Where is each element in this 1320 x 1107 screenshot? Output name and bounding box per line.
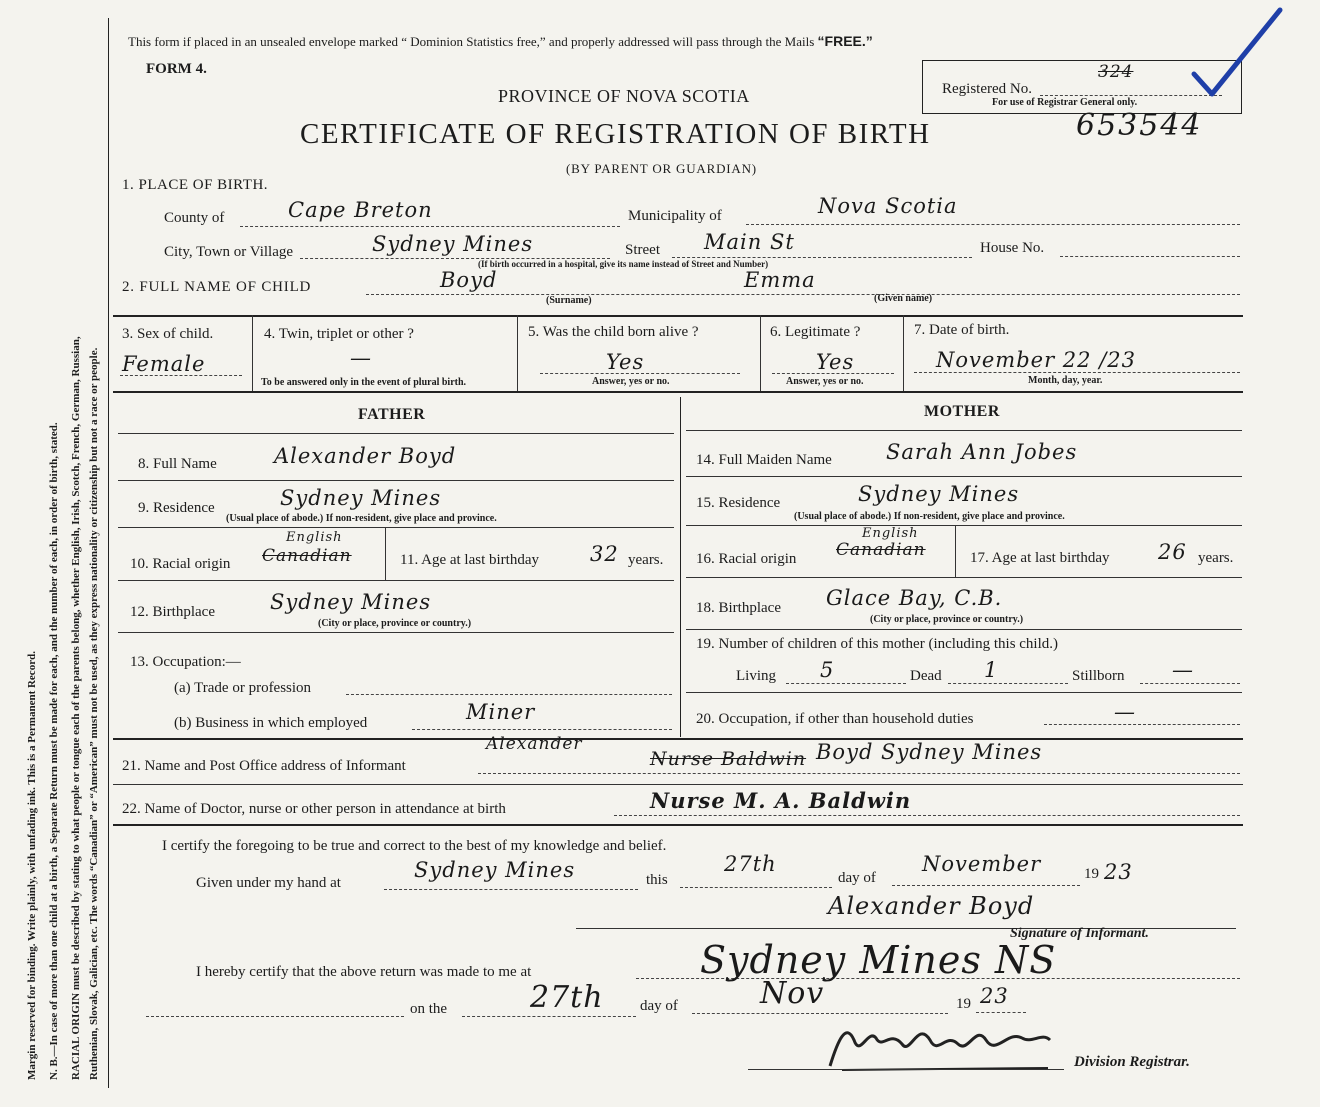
margin-note-binding: Margin reserved for binding. Write plainly, with unfading ink. This is a Permanent Record.	[26, 651, 38, 1080]
certify-text: I certify the foregoing to be true and correct to the best of my knowledge and belief.	[162, 838, 667, 854]
mother-racial-struck: Canadian	[836, 540, 926, 560]
this-label: this	[646, 872, 668, 888]
informant-value-top: Alexander	[486, 734, 583, 754]
given-month-value: November	[922, 852, 1042, 876]
father-residence-value: Sydney Mines	[280, 486, 442, 510]
doctor-value: Nurse M. A. Baldwin	[650, 788, 912, 813]
dob-label: 7. Date of birth.	[914, 322, 1010, 338]
street-label: Street	[625, 242, 660, 258]
mother-birthplace-label: 18. Birthplace	[696, 600, 781, 616]
city-value: Sydney Mines	[372, 232, 534, 256]
mother-residence-note: (Usual place of abode.) If non-resident, give place and province.	[794, 511, 1065, 522]
city-label: City, Town or Village	[164, 244, 294, 260]
on-the-label: on the	[410, 1001, 448, 1017]
registrar-signature	[818, 1010, 1058, 1076]
province-heading: PROVINCE OF NOVA SCOTIA	[498, 86, 750, 106]
margin-note-racial-origin: RACIAL ORIGIN must be described by stating to what people or tongue each of the parents belong, whether English, Irish, Scotch, French, German, Russian,	[70, 336, 82, 1080]
father-occupation-label: 13. Occupation:—	[130, 654, 241, 670]
mother-birthplace-value: Glace Bay, C.B.	[826, 586, 1003, 610]
house-no-label: House No.	[980, 240, 1045, 256]
parents-divider	[680, 397, 681, 737]
given-place-value: Sydney Mines	[414, 858, 576, 882]
informant-value: Boyd Sydney Mines	[816, 740, 1043, 764]
mother-name-label: 14. Full Maiden Name	[696, 452, 832, 468]
given-day-value: 27th	[724, 852, 777, 876]
binding-margin-line	[108, 18, 109, 1088]
business-value: Miner	[466, 700, 536, 724]
mother-residence-label: 15. Residence	[696, 495, 781, 511]
hospital-note: (If birth occurred in a hospital, give its name instead of Street and Number)	[478, 259, 769, 269]
dead-value: 1	[984, 658, 999, 682]
alive-note: Answer, yes or no.	[592, 376, 670, 387]
alive-value: Yes	[606, 350, 645, 374]
signature-label: Signature of Informant.	[1010, 926, 1149, 941]
child-given-name-value: Emma	[744, 268, 816, 292]
stillborn-label: Stillborn	[1072, 668, 1125, 684]
mother-age-unit: years.	[1198, 550, 1234, 566]
twin-label: 4. Twin, triplet or other ?	[264, 326, 414, 342]
legitimate-note: Answer, yes or no.	[786, 376, 864, 387]
informant-struck: Nurse Baldwin	[650, 748, 807, 770]
county-label: County of	[164, 210, 225, 226]
registered-no-label: Registered No.	[942, 81, 1032, 97]
division-registrar-label: Division Registrar.	[1074, 1054, 1190, 1070]
mother-age-label: 17. Age at last birthday	[970, 550, 1110, 566]
doctor-label: 22. Name of Doctor, nurse or other person in attendance at birth	[122, 801, 506, 817]
father-name-value: Alexander Boyd	[274, 444, 457, 468]
certificate-subtitle: (BY PARENT OR GUARDIAN)	[566, 161, 757, 176]
registrar-place-value: Sydney Mines NS	[700, 938, 1057, 982]
registration-day-value: 27th	[530, 980, 604, 1015]
informant-label: 21. Name and Post Office address of Informant	[122, 758, 406, 774]
municipality-value: Nova Scotia	[818, 194, 958, 218]
mother-residence-value: Sydney Mines	[858, 482, 1020, 506]
legitimate-value: Yes	[816, 350, 855, 374]
checkmark-icon	[1188, 2, 1288, 102]
father-birthplace-note: (City or place, province or country.)	[318, 618, 472, 629]
sex-value: Female	[122, 352, 206, 376]
street-value: Main St	[704, 230, 795, 254]
margin-note-multiple-births: N. B.—In case of more than one child at a birth, a Separate Return must be made for each, and the number of each, in order of birth, stated.	[48, 422, 60, 1080]
margin-note-racial-origin-cont: Ruthenian, Slovak, Galician, etc. The words “Canadian” or “American” must not be used, as they express nationality or citizenship but not a race or people.	[88, 347, 100, 1080]
father-racial-struck: Canadian	[262, 546, 352, 566]
county-value: Cape Breton	[288, 198, 433, 222]
father-age-unit: years.	[628, 552, 664, 568]
form-number: FORM 4.	[146, 61, 207, 77]
twin-value: —	[350, 346, 372, 370]
registrar-general-note: For use of Registrar General only.	[992, 97, 1138, 108]
informant-signature: Alexander Boyd	[828, 892, 1035, 920]
mother-racial-label: 16. Racial origin	[696, 551, 797, 567]
given-year-value: 23	[1104, 860, 1133, 884]
living-label: Living	[736, 668, 776, 684]
stillborn-value: —	[1172, 658, 1194, 682]
father-age-label: 11. Age at last birthday	[400, 552, 539, 568]
father-heading: FATHER	[358, 406, 426, 423]
living-value: 5	[820, 658, 835, 682]
given-name-note: (Given name)	[874, 293, 933, 304]
year-prefix: 19	[1084, 866, 1099, 882]
registration-number: 653544	[1076, 108, 1203, 143]
dead-label: Dead	[910, 668, 942, 684]
child-surname-value: Boyd	[440, 268, 498, 292]
certificate-title: CERTIFICATE OF REGISTRATION OF BIRTH	[300, 118, 931, 150]
dob-value: November 22 /23	[936, 348, 1137, 372]
reg-year-prefix: 19	[956, 996, 971, 1012]
alive-label: 5. Was the child born alive ?	[528, 324, 699, 340]
mother-name-value: Sarah Ann Jobes	[886, 440, 1078, 464]
mother-birthplace-note: (City or place, province or country.)	[870, 614, 1024, 625]
father-birthplace-value: Sydney Mines	[270, 590, 432, 614]
father-birthplace-label: 12. Birthplace	[130, 604, 215, 620]
reg-day-of-label: day of	[640, 998, 678, 1014]
mother-occupation-value: —	[1114, 700, 1136, 724]
dob-note: Month, day, year.	[1028, 375, 1103, 386]
mother-heading: MOTHER	[924, 403, 1000, 420]
postal-notice: This form if placed in an unsealed envelope marked “ Dominion Statistics free,” and properly addressed will pass through the Mails “FREE.”	[128, 33, 873, 49]
place-of-birth-heading: 1. PLACE OF BIRTH.	[122, 177, 269, 193]
father-residence-label: 9. Residence	[138, 500, 215, 516]
father-name-label: 8. Full Name	[138, 456, 217, 472]
day-of-label: day of	[838, 870, 876, 886]
mother-racial-value: English	[862, 526, 919, 541]
child-name-label: 2. FULL NAME OF CHILD	[122, 279, 312, 295]
father-racial-label: 10. Racial origin	[130, 556, 231, 572]
father-age-value: 32	[590, 542, 619, 566]
registrar-certify-text: I hereby certify that the above return was made to me at	[196, 964, 532, 980]
children-count-label: 19. Number of children of this mother (including this child.)	[696, 636, 1059, 652]
sex-label: 3. Sex of child.	[122, 326, 214, 342]
municipality-label: Municipality of	[628, 208, 722, 224]
registration-month-value: Nov	[760, 976, 825, 1011]
legitimate-label: 6. Legitimate ?	[770, 324, 861, 340]
surname-note: (Surname)	[546, 295, 592, 306]
business-label: (b) Business in which employed	[174, 715, 368, 731]
trade-label: (a) Trade or profession	[174, 680, 312, 696]
registered-no-struck: 324	[1098, 62, 1134, 82]
mother-age-value: 26	[1158, 540, 1187, 564]
mother-occupation-label: 20. Occupation, if other than household duties	[696, 711, 974, 727]
twin-note: To be answered only in the event of plural birth.	[261, 377, 467, 388]
father-racial-value: English	[286, 530, 343, 545]
given-under-label: Given under my hand at	[196, 875, 341, 891]
registration-year-value: 23	[980, 984, 1009, 1008]
father-residence-note: (Usual place of abode.) If non-resident, give place and province.	[226, 513, 497, 524]
